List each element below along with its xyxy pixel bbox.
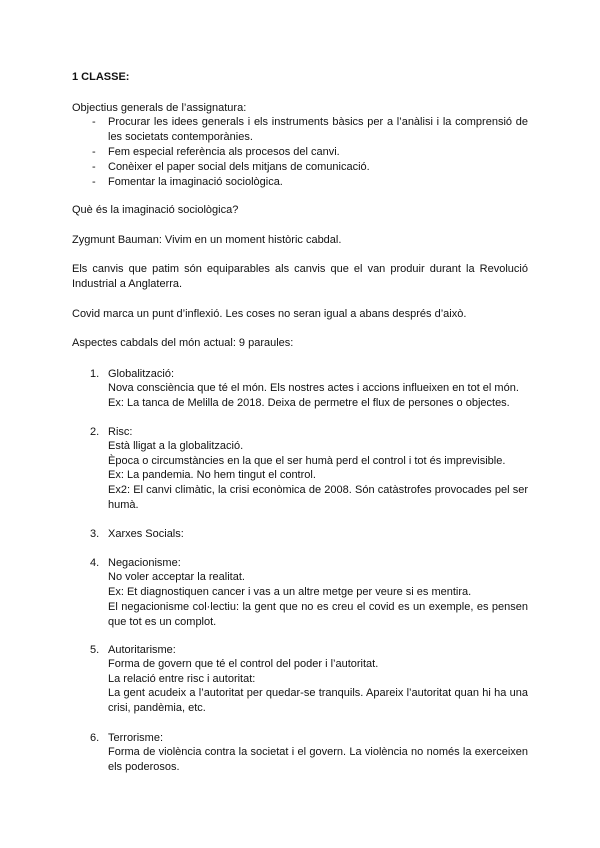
- aspect-title: Risc:: [108, 426, 133, 438]
- aspect-title: Xarxes Socials:: [108, 528, 184, 540]
- aspect-title: Negacionisme:: [108, 557, 181, 569]
- aspect-number: 4.: [90, 557, 100, 569]
- aspect-line: Està lligat a la globalització.: [108, 440, 244, 452]
- objective-item: Procurar les idees generals i els instruments bàsics per a l’anàlisi i la comprensió de les societats contemporànies.: [108, 116, 528, 143]
- aspect-title: Autoritarisme:: [108, 644, 176, 656]
- aspect-line: No voler acceptar la realitat.: [108, 571, 245, 583]
- aspect-title: Globalització:: [108, 368, 175, 380]
- objective-item: Fomentar la imaginació sociològica.: [108, 176, 283, 188]
- aspect-line: Ex: La pandemia. No hem tingut el control.: [108, 469, 316, 481]
- aspect-number: 5.: [90, 644, 100, 656]
- aspect-line: Ex2: El canvi climàtic, la crisi econòmica de 2008. Són catàstrofes provocades pel ser humà.: [108, 484, 528, 511]
- aspect-number: 2.: [90, 426, 100, 438]
- bullet-dash: -: [92, 176, 96, 188]
- changes-paragraph: Els canvis que patim són equiparables als canvis que el van produir durant la Revolució Industrial a Anglaterra.: [72, 263, 528, 290]
- aspect-number: 6.: [90, 732, 100, 744]
- bauman-paragraph: Zygmunt Bauman: Vivim en un moment històric cabdal.: [72, 234, 342, 246]
- aspect-number: 3.: [90, 528, 100, 540]
- covid-paragraph: Covid marca un punt d’inflexió. Les coses no seran igual a abans després d’això.: [72, 308, 467, 320]
- aspect-line: La relació entre risc i autoritat:: [108, 673, 256, 685]
- aspect-line: Forma de violència contra la societat i el govern. La violència no només la exerceixen els poderosos.: [108, 746, 528, 773]
- objective-item: Conèixer el paper social dels mitjans de comunicació.: [108, 161, 370, 173]
- aspect-line: Nova consciència que té el món. Els nostres actes i accions influeixen en tot el món.: [108, 382, 519, 394]
- bullet-dash: -: [92, 161, 96, 173]
- aspect-line: Època o circumstàncies en la que el ser humà perd el control i tot és imprevisible.: [108, 455, 506, 467]
- question-paragraph: Què és la imaginació sociològica?: [72, 204, 239, 216]
- bullet-dash: -: [92, 146, 96, 158]
- aspect-line: Forma de govern que té el control del poder i l’autoritat.: [108, 658, 379, 670]
- aspect-line: Ex: Et diagnostiquen cancer i vas a un altre metge per veure si es mentira.: [108, 586, 472, 598]
- bullet-dash: -: [92, 116, 96, 128]
- aspect-number: 1.: [90, 368, 100, 380]
- aspect-line: Ex: La tanca de Melilla de 2018. Deixa de permetre el flux de persones o objectes.: [108, 397, 510, 409]
- aspect-line: La gent acudeix a l’autoritat per quedar-se tranquils. Apareix l’autoritat quan hi ha una crisi, pandèmia, etc.: [108, 687, 528, 714]
- objectives-heading: Objectius generals de l’assignatura:: [72, 102, 247, 114]
- page-title: 1 CLASSE:: [72, 71, 130, 83]
- aspect-line: El negacionisme col·lectiu: la gent que no es creu el covid es un exemple, es pensen que tot es un complot.: [108, 601, 528, 628]
- objective-item: Fem especial referència als procesos del canvi.: [108, 146, 340, 158]
- aspects-heading: Aspectes cabdals del món actual: 9 paraules:: [72, 337, 294, 349]
- aspect-title: Terrorisme:: [108, 732, 164, 744]
